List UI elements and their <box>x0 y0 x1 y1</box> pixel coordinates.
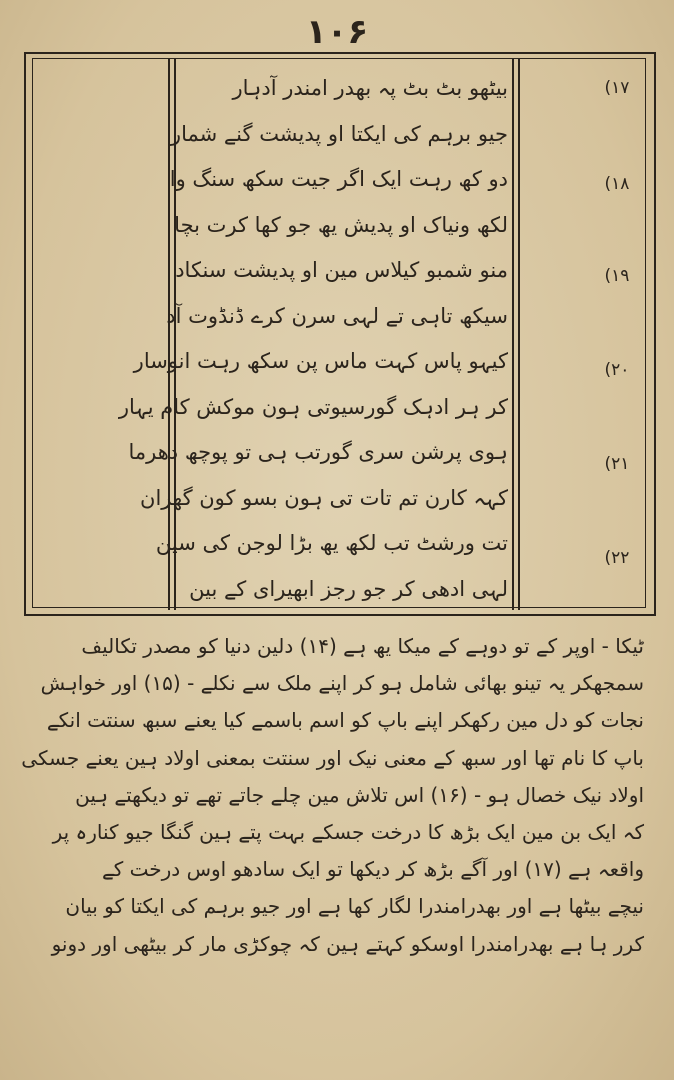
commentary-line: نیچے بیٹھا ہے اور بھدرامندرا لگار کھا ہے اور جیو برہم کی ایکتا کو بیان <box>65 894 644 919</box>
commentary-line: اولاد نیک خصال ہو - (۱۶) اس تلاش مین چلے جاتے تھے تو دیکھتے ہین <box>75 782 644 807</box>
verse-line: لکھ ونیاک او پدیش یھ جو کھا کرت بچا <box>174 212 508 237</box>
verse-line: دو کھ رہت ایک اگر جیت سکھ سنگ وا <box>169 167 508 191</box>
commentary-line: کہ ایک بن مین ایک بڑھ کا درخت جسکے بہت پتے ہین گنگا جیو کنارہ پر <box>52 819 644 844</box>
verse-line: تت ورشٹ تب لکھ یھ بڑا لوجن کی سین <box>155 531 508 555</box>
verse-line: کہہ کارن تم تات تی ہون بسو کون گھران <box>140 485 508 510</box>
commentary-line: کرر ہا ہے بھدرامندرا اوسکو کہتے ہین کہ چوکڑی مار کر بیٹھی اور دونو <box>51 931 644 956</box>
commentary-line: باپ کا نام تھا اور سبھ کے معنی نیک اور سنتت بمعنی اولاد ہین یعنے جسکی <box>21 745 644 770</box>
verse-line: منو شمبو کیلاس مین او پدیشت سنکاد <box>175 258 508 282</box>
verse-number: (۲۱ <box>604 454 630 474</box>
commentary-line: سمجھکر یہ تینو بھائی شامل ہو کر اپنے ملک سے نکلے - (۱۵) اور خواہش <box>40 671 644 696</box>
verse-number: (۱۹ <box>604 266 630 286</box>
verse-number: (۱۷ <box>604 78 630 98</box>
verse-number: (۲۰ <box>604 360 630 380</box>
commentary-line: نجات کو دل مین رکھکر اپنے باپ کو اسم باسمے کیا یعنے سبھ سنتت انکے <box>46 708 644 733</box>
verse-line: کیہو پاس کہت ماس پن سکھ رہت انوسار <box>133 349 508 373</box>
verse-line: ہوی پرشن سری گورتب ہی تو پوچھ دھرما <box>128 440 508 464</box>
verse-column <box>118 66 508 606</box>
verse-number: (۱۸ <box>604 174 630 194</box>
verse-line: سیکھ تاہی تے لہی سرن کرے ڈنڈوت آد <box>166 303 508 328</box>
verse-line: بیٹھو بٹ بٹ پہ بھدر امندر آدہار <box>232 76 508 100</box>
commentary-block <box>21 628 644 963</box>
commentary-line: واقعہ ہے (۱۷) اور آگے بڑھ کر دیکھا تو ایک سادھو اوس درخت کے <box>102 857 644 882</box>
page-number: ۱۰۶ <box>305 12 369 52</box>
column-rule-right-double <box>518 58 520 610</box>
column-rule-right <box>512 58 514 610</box>
commentary-line: ٹیکا - اوپر کے تو دوہے کے میکا یھ ہے (۱۴) دلین دنیا کو مصدر تکالیف <box>81 634 644 658</box>
verse-line: جیو برہم کی ایکتا او پدیشت گنے شمار <box>170 121 508 146</box>
verse-number: (۲۲ <box>604 548 630 568</box>
verse-line: کر ہر ادہک گورسیوتی ہون موکش کام یہار <box>118 394 508 419</box>
verse-line: لہی ادھی کر جو رجز ابھیرای کے بین <box>189 576 508 601</box>
